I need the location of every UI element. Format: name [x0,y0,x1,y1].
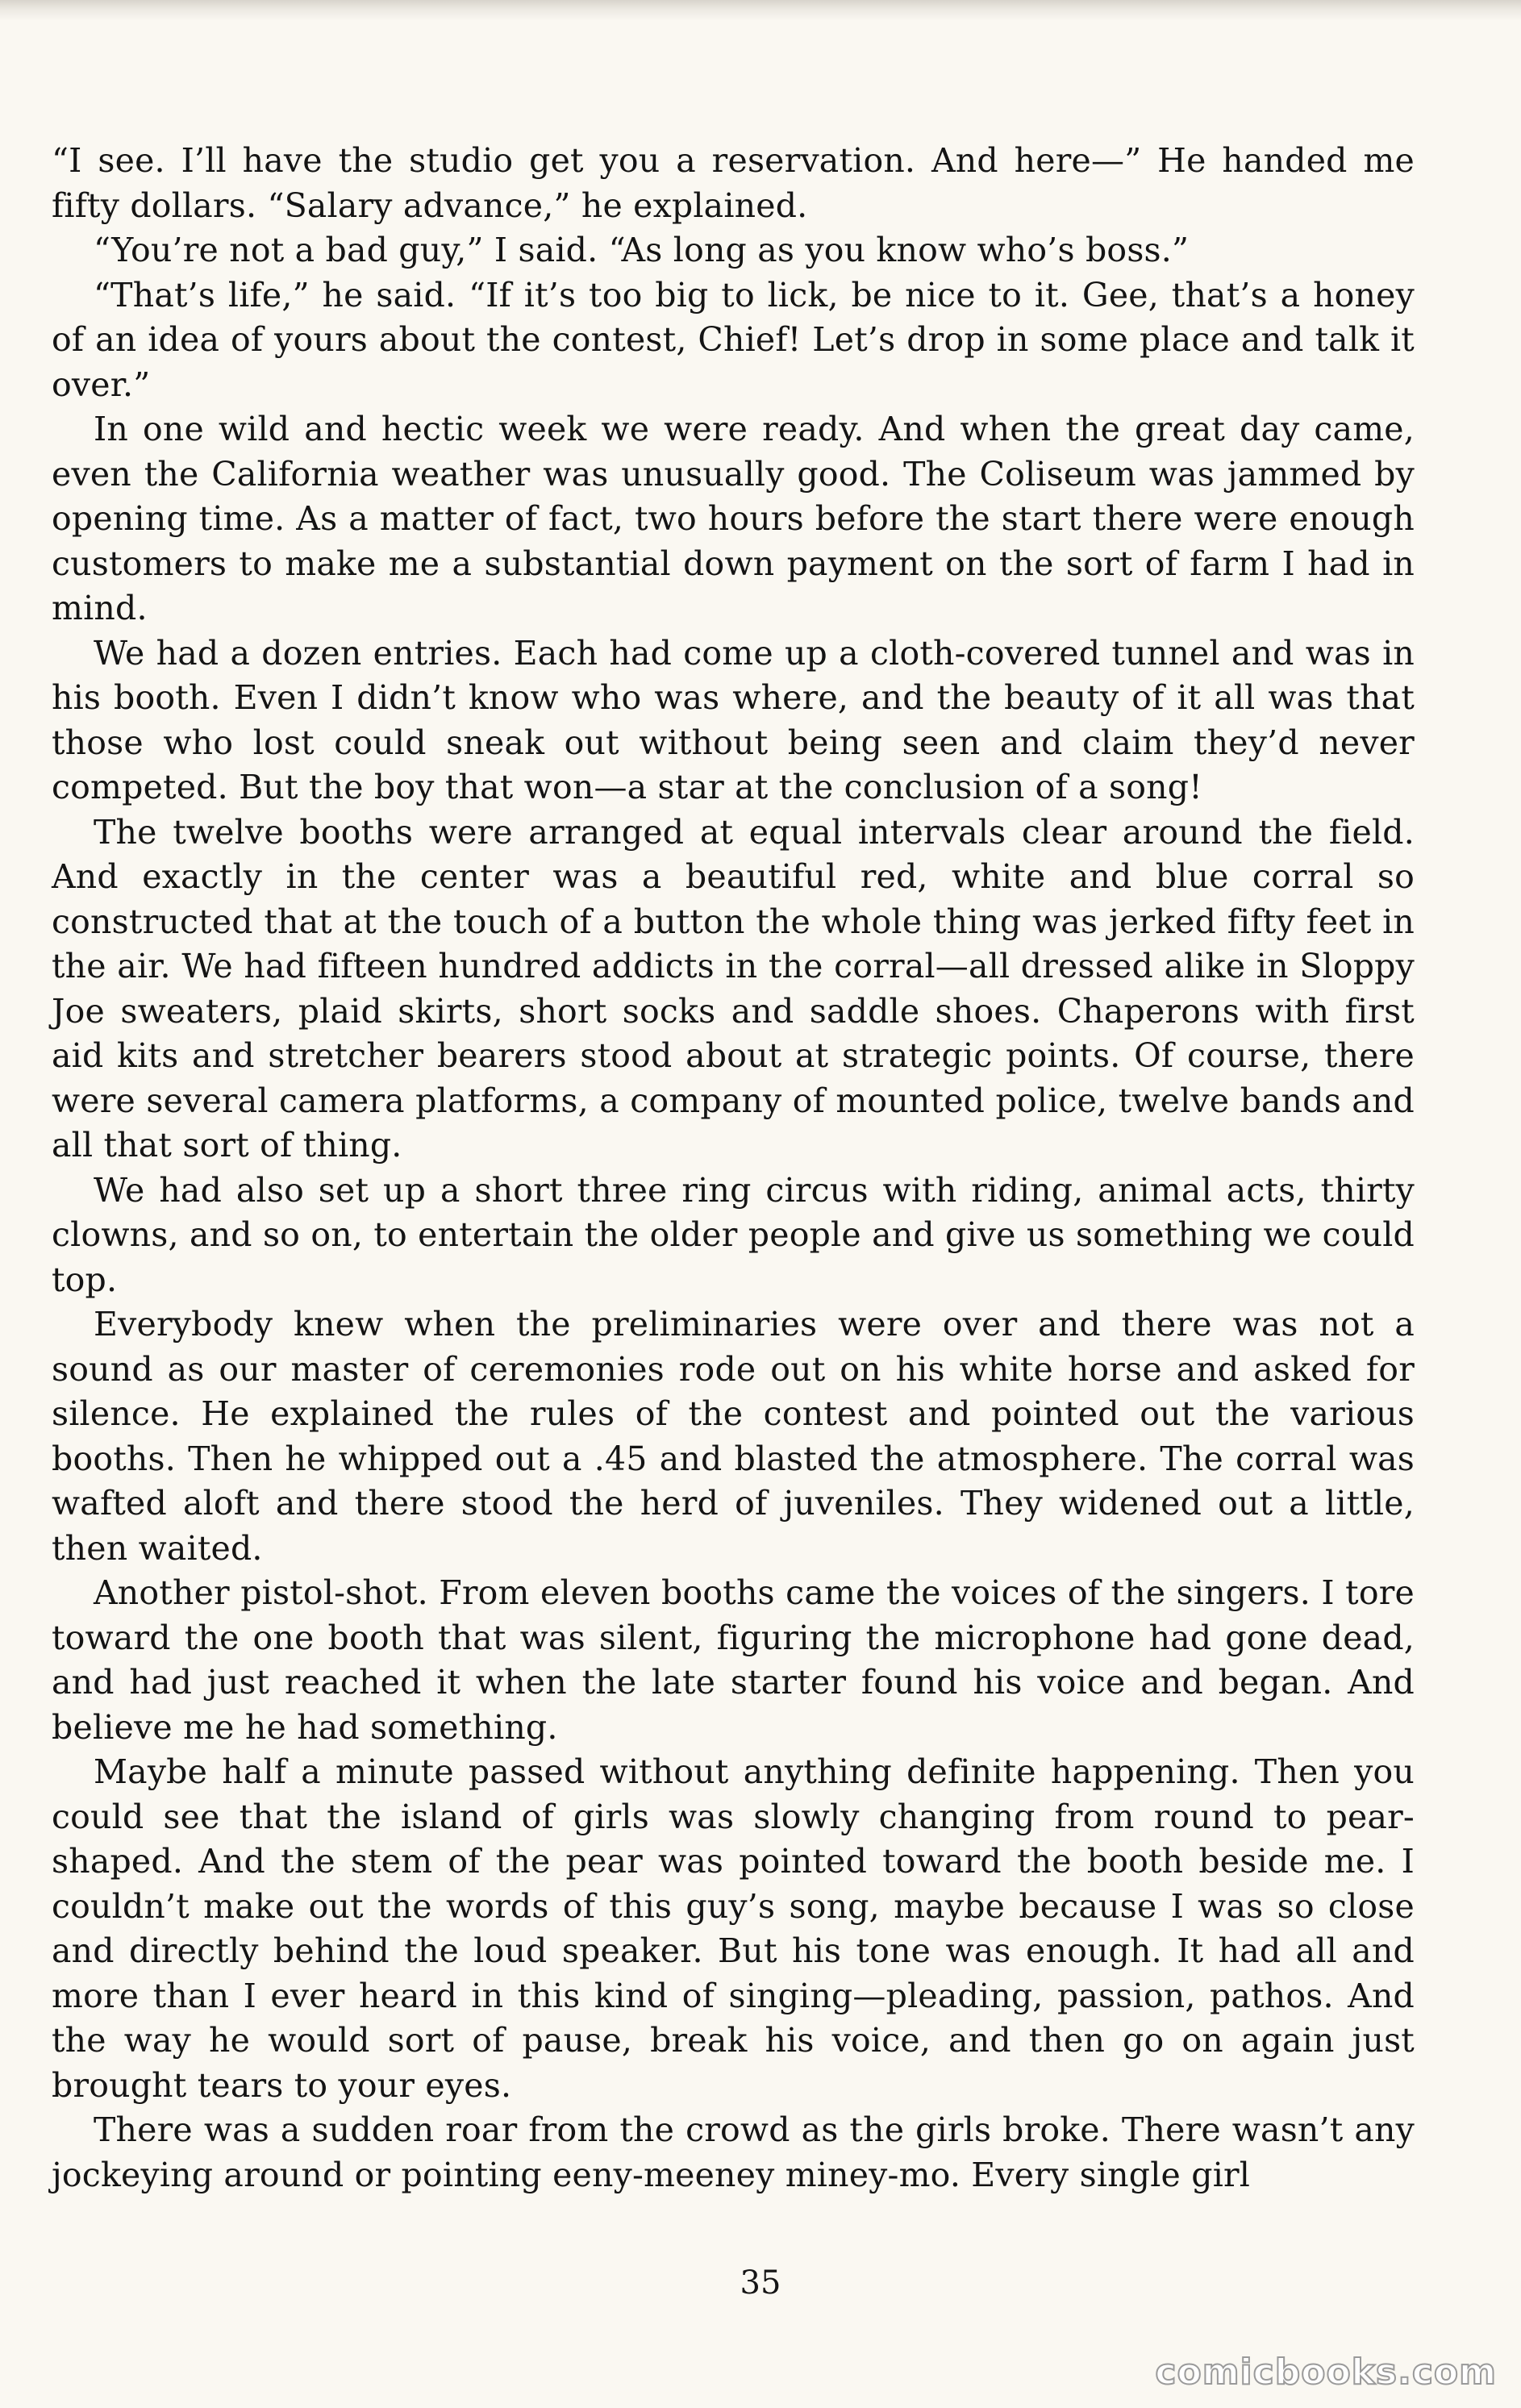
scan-top-edge [0,0,1521,21]
page-number: 35 [740,2264,781,2302]
paragraph-8: Everybody knew when the preliminaries were over and there was not a sound as our master of ceremonies rode out on his white horse and asked for silence. He explained the rules of the contest and pointed out the various booths. Then he whipped out a .45 and blasted the atmosphere. The corral was wafted aloft and there stood the herd of juveniles. They widened out a little, then waited. [52,1305,1415,1568]
paragraph-9: Another pistol-shot. From eleven booths came the voices of the singers. I tore toward the one booth that was silent, figuring the microphone had gone dead, and had just reached it when the late starter found his voice and began. And believe me he had something. [52,1573,1415,1747]
paragraph-5: We had a dozen entries. Each had come up a cloth-covered tunnel and was in his booth. Even I didn’t know who was where, and the beauty of it all was that those who lost could sneak out without being seen and claim they’d never competed. But the boy that won—a star at the conclusion of a song! [52,633,1415,806]
paragraph-1: “I see. I’ll have the studio get you a reservation. And here—” He handed me fifty dollars. “Salary advance,” he explained. [52,141,1415,225]
paragraph-2: “You’re not a bad guy,” I said. “As long as you know who’s boss.” [94,231,1190,269]
story-text [52,139,1415,2198]
paragraph-11: There was a sudden roar from the crowd as the girls broke. There wasn’t any jockeying around or pointing eeny-meeney miney-mo. Every single girl [52,2110,1415,2194]
paragraph-7: We had also set up a short three ring circus with riding, animal acts, thirty clowns, and so on, to entertain the older people and give us something we could top. [52,1170,1415,1299]
paragraph-4: In one wild and hectic week we were ready. And when the great day came, even the California weather was unusually good. The Coliseum was jammed by opening time. As a matter of fact, two hours before the start there were enough customers to make me a substantial down payment on the sort of farm I had in mind. [52,410,1415,627]
paragraph-6: The twelve booths were arranged at equal intervals clear around the field. And exactly in the center was a beautiful red, white and blue corral so constructed that at the touch of a button the whole thing was jerked fifty feet in the air. We had fifteen hundred addicts in the corral—all dressed alike in Sloppy Joe sweaters, plaid skirts, short socks and saddle shoes. Chaperons with first aid kits and stretcher bearers stood about at strategic points. Of course, there were several camera platforms, a company of mounted police, twelve bands and all that sort of thing. [52,812,1415,1164]
paragraph-3: “That’s life,” he said. “If it’s too big to lick, be nice to it. Gee, that’s a honey of an idea of yours about the contest, Chief! Let’s drop in some place and talk it over.” [52,275,1415,404]
paragraph-10: Maybe half a minute passed without anything definite happening. Then you could see that the island of girls was slowly changing from round to pear-shaped. And the stem of the pear was pointed toward the booth beside me. I couldn’t make out the words of this guy’s song, maybe because I was so close and directly behind the loud speaker. But his tone was enough. It had all and more than I ever heard in this kind of singing—pleading, passion, pathos. And the way he would sort of pause, break his voice, and then go on again just brought tears to your eyes. [52,1752,1415,2105]
site-watermark: comicbooks.com [1155,2352,1497,2393]
